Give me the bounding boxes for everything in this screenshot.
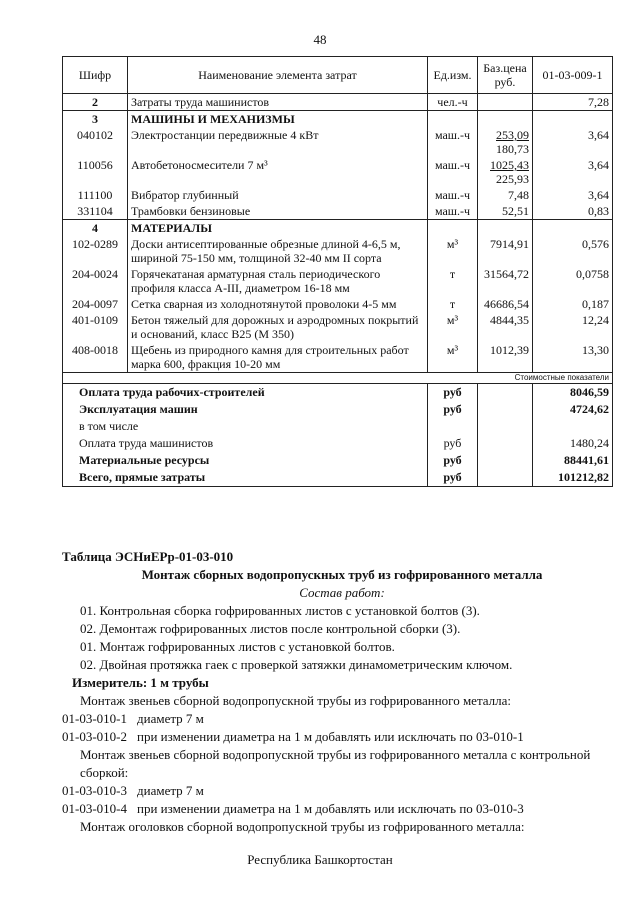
page-number: 48 bbox=[313, 32, 327, 47]
measure-unit: Измеритель: 1 м трубы bbox=[72, 675, 209, 690]
header-unit: Ед.изм. bbox=[428, 57, 478, 94]
row-num: 2 bbox=[63, 94, 128, 111]
header-name: Наименование элемента затрат bbox=[128, 57, 428, 94]
work-step: 01. Контрольная сборка гофрированных листов с установкой болтов (3). bbox=[80, 603, 480, 618]
page-footer: Республика Башкортостан bbox=[247, 852, 393, 867]
section-heading: Монтаж сборных водопропускных труб из гофрированного металла bbox=[141, 567, 543, 582]
cost-table bbox=[62, 56, 613, 487]
section-row-machines: 3 МАШИНЫ И МЕХАНИЗМЫ bbox=[63, 111, 613, 128]
work-step: 02. Двойная протяжка гаек с проверкой затяжки динамометрическим ключом. bbox=[80, 657, 513, 672]
cost-indicators-label: Стоимостные показатели bbox=[63, 373, 613, 384]
table-row: 204-0097 Сетка сварная из холоднотянутой проволоки 4-5 мм т 46686,54 0,187 bbox=[63, 296, 613, 312]
work-step: 02. Демонтаж гофрированных листов после контрольной сборки (3). bbox=[80, 621, 461, 636]
table-row: 204-0024 Горячекатаная арматурная сталь периодического профиля класса А-III, диаметром 16-18 мм т 31564,72 0,0758 bbox=[63, 266, 613, 296]
table-header-row bbox=[63, 57, 613, 94]
table-row: 408-0018 Щебень из природного камня для строительных работ марка 600, фракция 10-20 мм м³ 1012,39 13,30 bbox=[63, 342, 613, 373]
norm-item: 01-03-010-1 диаметр 7 м bbox=[62, 711, 204, 726]
header-norm: 01-03-009-1 bbox=[533, 57, 613, 94]
table-row: 040102 Электростанции передвижные 4 кВт маш.-ч 253,09 180,73 3,64 bbox=[63, 127, 613, 157]
total-row: Всего, прямые затраты руб 101212,82 bbox=[63, 469, 613, 487]
total-row: в том числе bbox=[63, 418, 613, 435]
table-row bbox=[63, 94, 613, 111]
section-title: МАТЕРИАЛЫ bbox=[128, 220, 428, 237]
row-unit: чел.-ч bbox=[428, 94, 478, 111]
norm-item: 01-03-010-2 при изменении диаметра на 1 м добавлять или исключать по 03-010-1 bbox=[62, 729, 524, 744]
total-row: Эксплуатация машин руб 4724,62 bbox=[63, 401, 613, 418]
group-title: Монтаж оголовков сборной водопропускной трубы из гофрированного металла: bbox=[80, 819, 525, 834]
header-code: Шифр bbox=[63, 57, 128, 94]
table-title: Таблица ЭСНиЕРр-01-03-010 bbox=[62, 549, 234, 564]
table-row: 401-0109 Бетон тяжелый для дорожных и аэродромных покрытий и оснований, класс В25 (М 350) м³ 4844,35 12,24 bbox=[63, 312, 613, 342]
table-row: 111100 Вибратор глубинный маш.-ч 7,48 3,64 bbox=[63, 187, 613, 203]
composition-label: Состав работ: bbox=[299, 585, 385, 600]
section-row-materials: 4 МАТЕРИАЛЫ bbox=[63, 220, 613, 237]
row-name: Затраты труда машинистов bbox=[128, 94, 428, 111]
table-row: 331104 Трамбовки бензиновые маш.-ч 52,51 0,83 bbox=[63, 203, 613, 220]
group-title: Монтаж звеньев сборной водопропускной трубы из гофрированного металла: bbox=[80, 693, 512, 708]
table-row: 110056 Автобетоносмесители 7 м³ маш.-ч 1025,43 225,93 3,64 bbox=[63, 157, 613, 187]
cost-indicators-row bbox=[63, 373, 613, 384]
header-base-price: Баз.цена руб. bbox=[478, 57, 533, 94]
work-step: 01. Монтаж гофрированных листов с установкой болтов. bbox=[80, 639, 395, 654]
norm-item: 01-03-010-3 диаметр 7 м bbox=[62, 783, 204, 798]
row-value: 7,28 bbox=[533, 94, 613, 111]
total-row: Оплата труда машинистов руб 1480,24 bbox=[63, 435, 613, 452]
total-row: Оплата труда рабочих-строителей руб 8046,59 bbox=[63, 384, 613, 402]
norm-item: 01-03-010-4 при изменении диаметра на 1 м добавлять или исключать по 03-010-3 bbox=[62, 801, 524, 816]
section-title: МАШИНЫ И МЕХАНИЗМЫ bbox=[128, 111, 428, 128]
group-title: Монтаж звеньев сборной водопропускной трубы из гофрированного металла с контрольной сборкой: bbox=[80, 747, 591, 780]
table-row: 102-0289 Доски антисептированные обрезные длиной 4-6,5 м, шириной 75-150 мм, толщиной 32-40 мм II сорта м³ 7914,91 0,576 bbox=[63, 236, 613, 266]
section-body bbox=[62, 548, 622, 836]
total-row: Материальные ресурсы руб 88441,61 bbox=[63, 452, 613, 469]
